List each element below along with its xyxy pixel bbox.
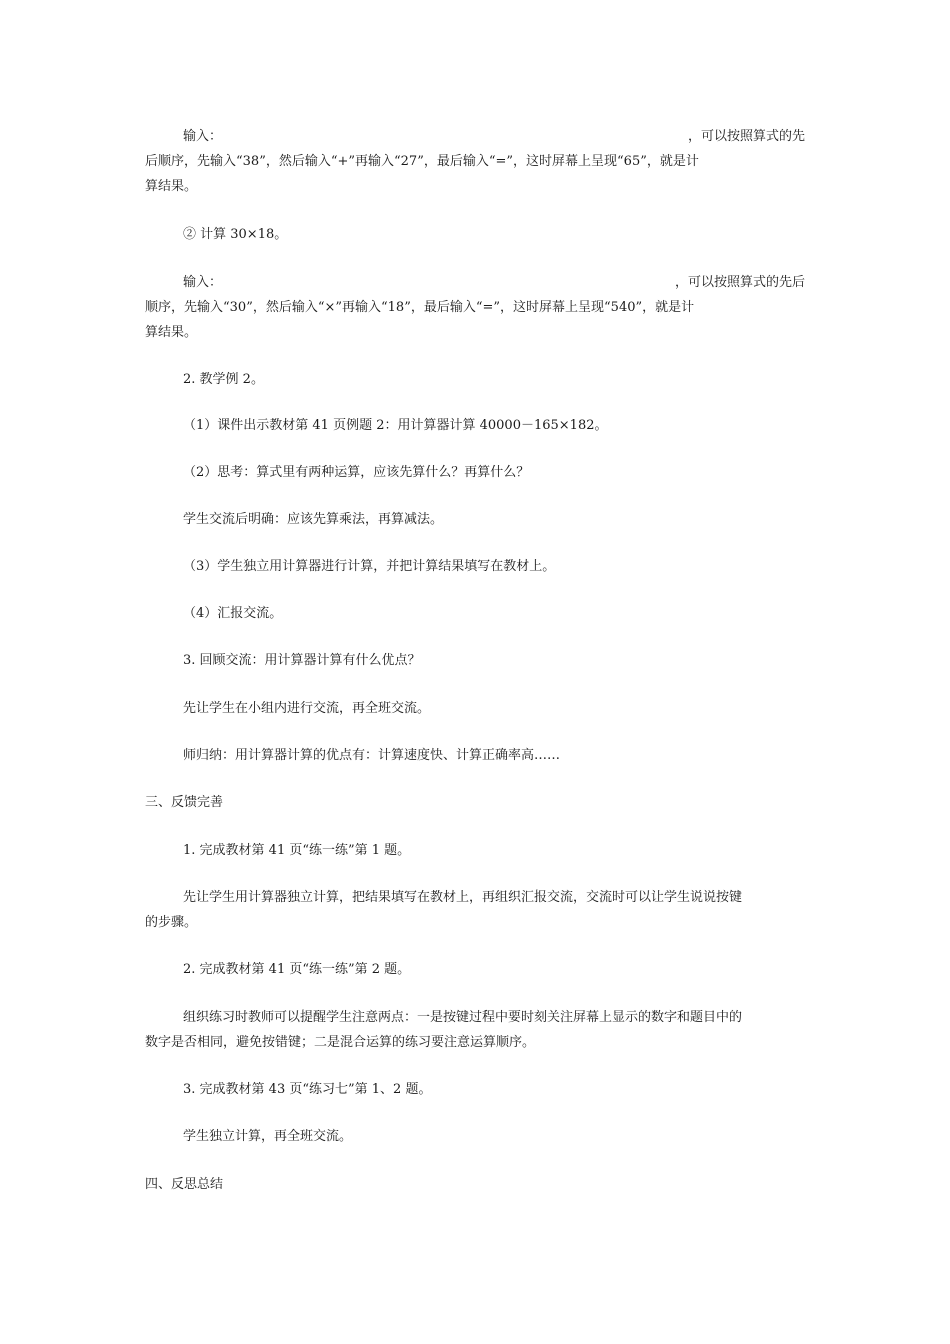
blank-space (222, 125, 650, 149)
paragraph-line: 先让学生用计算器独立计算，把结果填写在教材上，再组织汇报交流，交流时可以让学生说说按键 (183, 890, 743, 905)
paragraph-input-line (145, 125, 805, 149)
paragraph-line: 后顺序，先输入“38”，然后输入“+”再输入“27”，最后输入“=”，这时屏幕上呈现“65”，就是计 (145, 154, 699, 169)
input-label: 输入： (183, 275, 223, 290)
paragraph-line: 组织练习时教师可以提醒学生注意两点：一是按键过程中要时刻关注屏幕上显示的数字和题目中的 (183, 1010, 743, 1025)
paragraph: 2. 完成教材第 41 页“练一练”第 2 题。 (183, 962, 411, 977)
paragraph-input-line (145, 271, 805, 295)
paragraph: 先让学生在小组内进行交流，再全班交流。 (183, 701, 431, 716)
section-heading: 四、反思总结 (145, 1177, 224, 1192)
paragraph: （1）课件出示教材第 41 页例题 2：用计算器计算 40000－165×182。 (183, 418, 608, 433)
section-heading: 三、反馈完善 (145, 795, 224, 810)
input-tail: ，可以按照算式的先后 (674, 275, 805, 290)
paragraph: （2）思考：算式里有两种运算，应该先算什么？再算什么？ (183, 465, 530, 480)
paragraph: 学生交流后明确：应该先算乘法，再算减法。 (183, 512, 444, 527)
paragraph: （4）汇报交流。 (183, 606, 283, 621)
paragraph-line: 顺序，先输入“30”，然后输入“×”再输入“18”，最后输入“=”，这时屏幕上呈现“540”，就是计 (145, 300, 695, 315)
paragraph-line: 算结果。 (145, 325, 198, 340)
paragraph-line: 的步骤。 (145, 915, 198, 930)
blank-space (222, 271, 637, 295)
paragraph-line: 数字是否相同，避免按错键；二是混合运算的练习要注意运算顺序。 (145, 1035, 536, 1050)
input-label: 输入： (183, 129, 223, 144)
paragraph-line: 算结果。 (145, 179, 198, 194)
paragraph: 3. 完成教材第 43 页“练习七”第 1、2 题。 (183, 1082, 432, 1097)
paragraph: 学生独立计算，再全班交流。 (183, 1129, 353, 1144)
input-tail: ，可以按照算式的先 (687, 129, 805, 144)
paragraph: 1. 完成教材第 41 页“练一练”第 1 题。 (183, 843, 411, 858)
paragraph: 2. 教学例 2。 (183, 372, 264, 387)
paragraph: ② 计算 30×18。 (183, 227, 288, 242)
paragraph: 师归纳：用计算器计算的优点有：计算速度快、计算正确率高…… (183, 748, 561, 763)
paragraph: 3. 回顾交流：用计算器计算有什么优点？ (183, 653, 421, 668)
paragraph: （3）学生独立用计算器进行计算，并把计算结果填写在教材上。 (183, 559, 556, 574)
